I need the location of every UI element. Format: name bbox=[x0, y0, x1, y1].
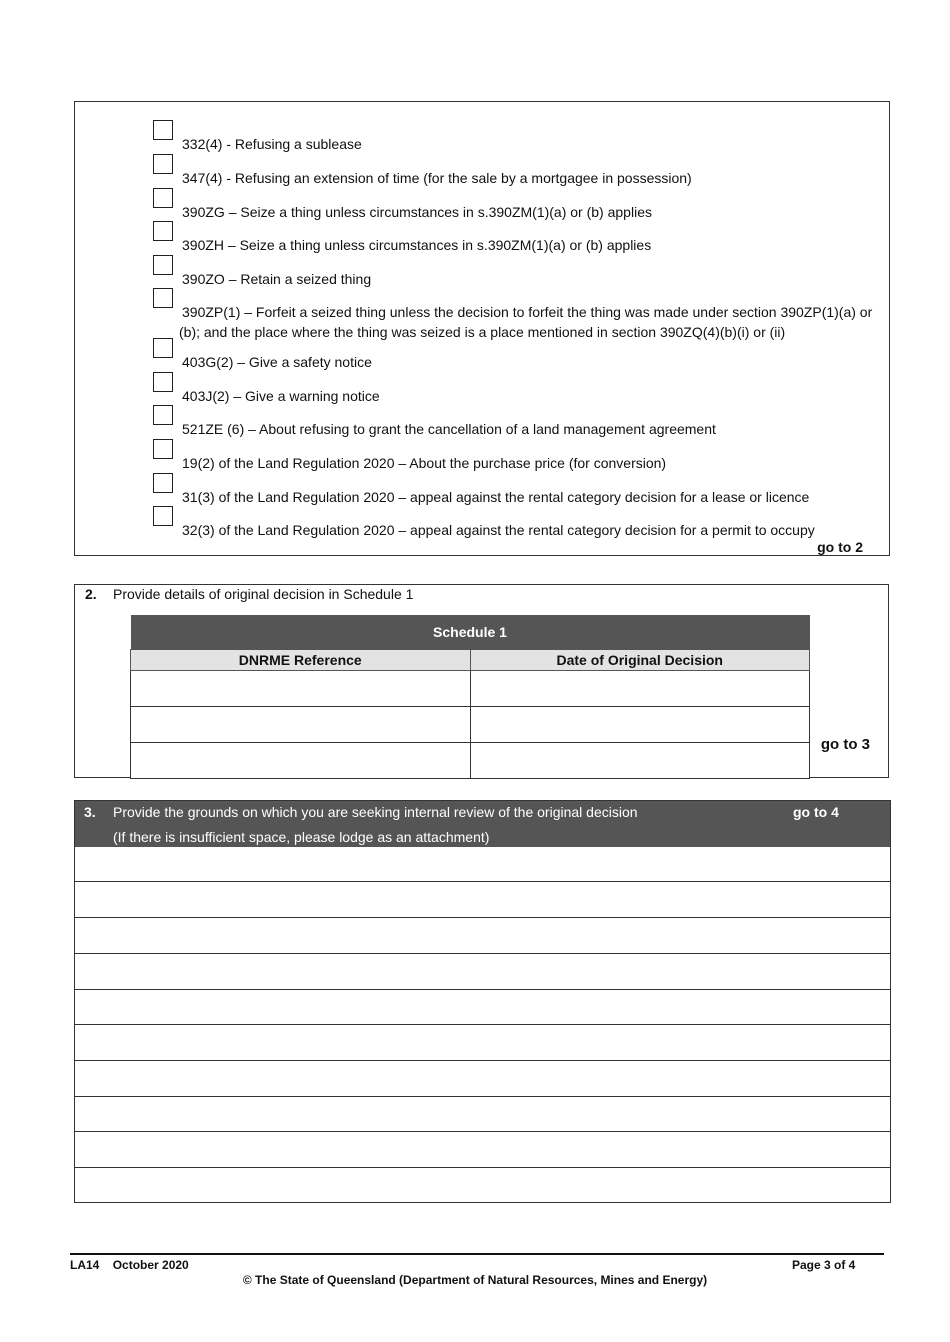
checklist-item-label: 390ZP(1) – Forfeit a seized thing unless the decision to forfeit the thing was made under section 390ZP(1)(a) or (b); and the place where the thing was seized is a place mentioned in section 390ZQ(4)(b)(i) or (ii) bbox=[179, 304, 873, 340]
checklist-item-label: 403J(2) – Give a warning notice bbox=[182, 388, 380, 404]
checkbox-390zh[interactable] bbox=[153, 221, 173, 241]
section-title: Provide details of original decision in Schedule 1 bbox=[113, 586, 414, 602]
form-id: LA14 bbox=[70, 1258, 100, 1272]
checkbox-403g-2[interactable] bbox=[153, 338, 173, 358]
grounds-writing-line[interactable] bbox=[75, 1060, 890, 1061]
dnrme-reference-input[interactable] bbox=[131, 671, 471, 707]
schedule-section bbox=[74, 584, 889, 778]
section-subtitle: (If there is insufficient space, please lodge as an attachment) bbox=[113, 829, 490, 845]
checkbox-521ze-6[interactable] bbox=[153, 405, 173, 425]
checklist-item-label: 347(4) - Refusing an extension of time (for the sale by a mortgagee in possession) bbox=[182, 170, 692, 186]
dnrme-reference-input[interactable] bbox=[131, 707, 471, 743]
checkbox-347-4[interactable] bbox=[153, 154, 173, 174]
grounds-writing-line[interactable] bbox=[75, 989, 890, 990]
column-header: Date of Original Decision bbox=[470, 650, 810, 671]
footer-divider bbox=[70, 1253, 884, 1255]
goto-instruction: go to 3 bbox=[820, 736, 870, 753]
grounds-writing-line[interactable] bbox=[75, 1167, 890, 1168]
checkbox-390zg[interactable] bbox=[153, 188, 173, 208]
grounds-writing-line[interactable] bbox=[75, 1096, 890, 1097]
table-row bbox=[131, 743, 810, 779]
footer-form-info bbox=[70, 1258, 189, 1272]
grounds-writing-line[interactable] bbox=[75, 1131, 890, 1132]
section-header-bar bbox=[75, 801, 890, 847]
checkbox-31-3[interactable] bbox=[153, 473, 173, 493]
decision-checklist-section bbox=[74, 101, 890, 556]
checklist-item-label: 31(3) of the Land Regulation 2020 – appeal against the rental category decision for a lease or licence bbox=[182, 489, 810, 505]
checklist-item-label: 390ZH – Seize a thing unless circumstances in s.390ZM(1)(a) or (b) applies bbox=[182, 237, 652, 253]
schedule-table bbox=[130, 615, 810, 779]
checkbox-390zo[interactable] bbox=[153, 255, 173, 275]
checklist-item-label: 32(3) of the Land Regulation 2020 – appeal against the rental category decision for a permit to occupy bbox=[182, 522, 815, 538]
checklist-item-label: 332(4) - Refusing a sublease bbox=[182, 136, 362, 152]
section-number: 2. bbox=[85, 586, 97, 602]
original-decision-date-input[interactable] bbox=[470, 671, 810, 707]
column-header: DNRME Reference bbox=[131, 650, 471, 671]
grounds-writing-line[interactable] bbox=[75, 953, 890, 954]
checklist-item-label: 390ZO – Retain a seized thing bbox=[182, 271, 372, 287]
checkbox-19-2[interactable] bbox=[153, 439, 173, 459]
checklist-item-label: 403G(2) – Give a safety notice bbox=[182, 354, 372, 370]
copyright-notice: © The State of Queensland (Department of Natural Resources, Mines and Energy) bbox=[242, 1273, 708, 1287]
section-title: Provide the grounds on which you are seeking internal review of the original decision bbox=[113, 804, 638, 820]
grounds-writing-line[interactable] bbox=[75, 1024, 890, 1025]
goto-instruction: go to 4 bbox=[793, 804, 839, 820]
original-decision-date-input[interactable] bbox=[470, 707, 810, 743]
grounds-writing-line[interactable] bbox=[75, 917, 890, 918]
schedule-title: Schedule 1 bbox=[131, 615, 810, 650]
goto-instruction: go to 2 bbox=[817, 539, 863, 555]
checklist-item-label: 390ZG – Seize a thing unless circumstances in s.390ZM(1)(a) or (b) applies bbox=[182, 204, 652, 220]
form-date: October 2020 bbox=[112, 1258, 189, 1272]
grounds-section bbox=[74, 800, 891, 1203]
table-row bbox=[131, 671, 810, 707]
checklist-item-label: 521ZE (6) – About refusing to grant the cancellation of a land management agreement bbox=[182, 421, 716, 437]
checkbox-390zp-1[interactable] bbox=[153, 288, 173, 308]
page-number: Page 3 of 4 bbox=[792, 1258, 856, 1272]
table-row bbox=[131, 707, 810, 743]
checkbox-332-4[interactable] bbox=[153, 120, 173, 140]
section-number: 3. bbox=[84, 804, 96, 820]
checklist-item-label: 19(2) of the Land Regulation 2020 – About the purchase price (for conversion) bbox=[182, 455, 667, 471]
original-decision-date-input[interactable] bbox=[470, 743, 810, 779]
checkbox-32-3[interactable] bbox=[153, 506, 173, 526]
checkbox-403j-2[interactable] bbox=[153, 372, 173, 392]
dnrme-reference-input[interactable] bbox=[131, 743, 471, 779]
grounds-writing-line[interactable] bbox=[75, 881, 890, 882]
